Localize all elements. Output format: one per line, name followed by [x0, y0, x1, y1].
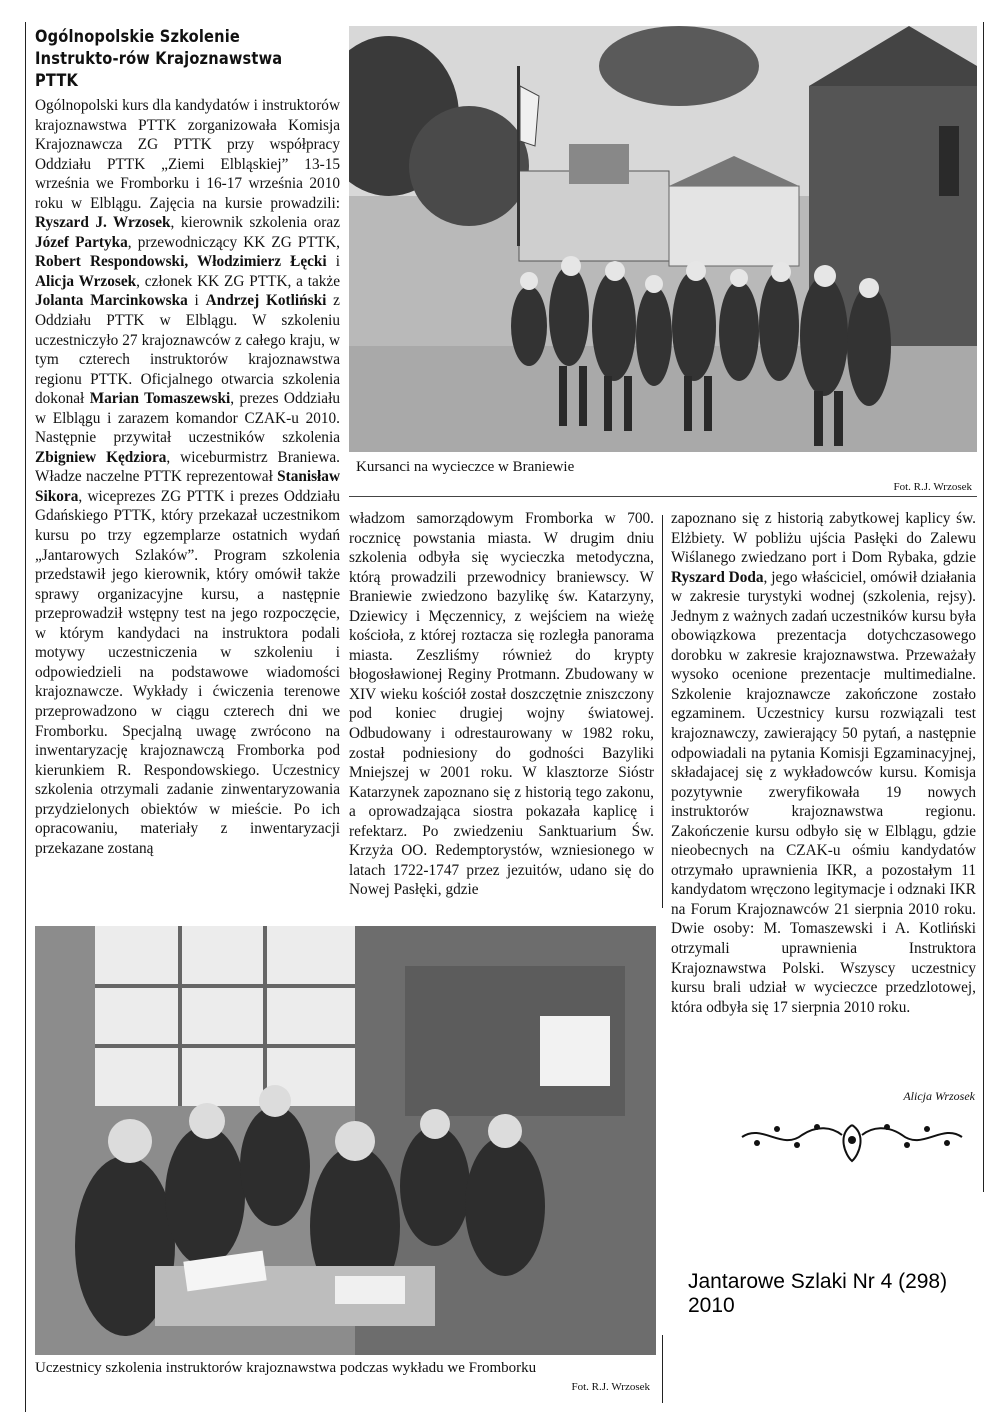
article-title: Ogólnopolskie Szkolenie Instrukto-rów Krajoznawstwa PTTK: [35, 27, 283, 91]
bold-name: Józef Partyka: [35, 233, 128, 251]
bottom-photo-caption: Uczestnicy szkolenia instruktorów krajoznawstwa podczas wykładu we Fromborku: [35, 1360, 537, 1376]
bottom-photo-credit: Fot. R.J. Wrzosek: [571, 1381, 650, 1393]
text-run: i: [326, 253, 340, 271]
caption-rule: [349, 496, 977, 497]
lecture-photo-image: [35, 926, 656, 1355]
text-run: Ogólnopolski kurs dla kandydatów i instruktorów krajoznawstwa PTTK zorganizowała Komisja Krajoznawcza ZG PTTK przy współpracy Oddziału PTTK „Ziemi Elbląskiej” 13-15 września we Fromborku i 16-17 września 2010 roku w Elblągu. Zajęcia na kursie prowadzili:: [35, 97, 340, 212]
article-column-2: władzom samorządowym Fromborka w 700. rocznicę powstania miasta. W drugim dniu szkolenia odbyła się wycieczka metodyczna, którą prowadzili przewodnicy braniewscy. W Braniewie zwiedzono bazylikę św. Katarzyny, Dziewicy i Męczennicy, z wejściem na wieżę kościoła, z której roztacza się rozległa panorama miasta. Zeszliśmy również do krypty błogosławionej Reginy Protmann. Zbudowany w XIV wieku kościół został doszczętnie zniszczony pod koniec drugiej wojny światowej. Odbudowany i odrestaurowany w 1982 roku, został podniesiony do godności Bazyliki Mniejszej w 2001 roku. W klasztorze Sióstr Katarzynek zapoznano się z historią tego zakonu, a oprowadzająca siostra pokazała kaplicę i refektarz. Po zwiedzeniu Sanktuarium Św. Krzyża OO. Redemptorystów, wzniesionego w latach 1722-1747 przez jezuitów, udano się do Nowej Pasłęki, gdzie: [349, 510, 654, 899]
bold-name: Alicja Wrzosek: [35, 272, 137, 290]
article-author: Alicja Wrzosek: [903, 1089, 975, 1103]
right-column-rule: [983, 22, 984, 1192]
mid-column-rule-2: [662, 1335, 663, 1403]
group-tour-photo-image: [349, 26, 977, 452]
bottom-photo: [35, 926, 656, 1355]
top-photo: [349, 26, 977, 452]
top-photo-credit: Fot. R.J. Wrzosek: [893, 481, 972, 493]
bold-name: Ryszard Doda: [671, 568, 764, 586]
mid-column-rule: [662, 515, 663, 908]
text-run: zapoznano się z historią zabytkowej kaplicy św. Elżbiety. W pobliżu ujścia Pasłęki do Zalewu Wiślanego zwiedzano port i Dom Rybaka, gdzie: [671, 510, 976, 567]
decorative-ornament: [737, 1115, 967, 1165]
publication-issue: Jantarowe Szlaki Nr 4 (298): [688, 1270, 948, 1293]
text-run: , kierownik szkolenia oraz: [170, 214, 340, 232]
text-run: , wiceburmistrz Braniewa. Władze naczelne PTTK reprezentował: [35, 448, 340, 486]
bold-name: Ryszard J. Wrzosek: [35, 214, 171, 232]
publication-info: [688, 1270, 978, 1318]
text-run: , prezes Oddziału w Elblągu i zarazem komandor CZAK-u 2010. Następnie przywitał uczestników szkolenia: [35, 390, 340, 447]
article-column-3: [671, 509, 976, 1017]
bold-name: Andrzej Kotliński: [205, 292, 327, 310]
text-run: i: [187, 292, 206, 310]
text-run: , członek KK ZG PTTK, a także: [136, 272, 340, 290]
text-run: z Oddziału PTTK w Elblągu. W szkoleniu uczestniczyło 27 krajoznawców z całego kraju, w tym czterech instruktorów krajoznawstwa regionu PTTK. Oficjalnego otwarcia szkolenia dokonał: [35, 292, 340, 408]
text-run: , wiceprezes ZG PTTK i prezes Oddziału Gdańskiego PTTK, który przekazał uczestnikom kursu po trzy egzemplarze ostatnich wydań „Jantarowych Szlaków”. Program szkolenia przedstawił jego kierownik, który omówił także sprawy organizacyjne kursu, a następnie przeprowadził wstępny test na jego rozpoczęcie, w którym kandydaci na instruktora podali motywy uczestniczenia w szkoleniu i odpowiedzieli na podstawowe wiadomości krajoznawcze. Wykłady i ćwiczenia terenowe przeprowadzono w ciągu czterech dni we Fromborku. Specjalną uwagę zwrócono na inwentaryzację krajoznawczą Fromborka pod kierunkiem R. Respondowskiego. Uczestnicy szkolenia otrzymali zadanie zinwentaryzowania przydzielonych obiektów w mieście. Po ich opracowaniu, materiały z inwentaryzacji przekazane zostaną: [35, 487, 340, 857]
bold-name: Zbigniew Kędziora: [35, 448, 167, 466]
bold-name: Robert Respondowski, Włodzimierz Łęcki: [35, 253, 327, 271]
article-column-1: [35, 96, 340, 858]
left-column-rule: [25, 22, 26, 1412]
top-photo-caption: Kursanci na wycieczce w Braniewie: [356, 459, 575, 475]
publication-year: 2010: [688, 1294, 735, 1317]
bold-name: Jolanta Marcinkowska: [35, 292, 188, 310]
text-run: , przewodniczący KK ZG PTTK,: [127, 233, 340, 251]
bold-name: Stanisław Sikora: [35, 468, 340, 505]
bold-name: Marian Tomaszewski: [89, 390, 231, 408]
text-run: , jego właściciel, omówił działania w zakresie turystyki wodnej (szkolenia, rejsy). Jednym z ważnych zadań uczestników kursu była obowiązkowa prezentacja dotychczasowego dorobku w zakresie krajoznawstwa. Przeważały wysoko ocenione prezentacje multimedialne. Szkolenie krajoznawcze zakończone zostało egzaminem. Uczestnicy kursu rozwiązali test krajoznawczy, zawierający 50 pytań, a następnie odpowiadali na pytania Komisji Egzaminacyjnej, składajacej się z wykładowców kursu. Komisja pozytywnie zweryfikowała 19 nowych instruktorów krajoznawstwa regionu. Zakończenie kursu odbyło się w Elblągu, gdzie nieobecnych na CZAK-u ośmiu kandydatów otrzymało uprawnienia IKR, a pozostałym 11 kandydatom wręczono legitymacje i odznaki IKR na Forum Krajoznawców 21 sierpnia 2010 roku. Dwie osoby: M. Tomaszewski i A. Kotliński otrzymali uprawnienia Instruktora Krajoznawstwa Polski. Wszyscy uczestnicy kursu brali udział w wycieczce przedzlotowej, która odbyła się 17 sierpnia 2010 roku.: [671, 568, 976, 1016]
